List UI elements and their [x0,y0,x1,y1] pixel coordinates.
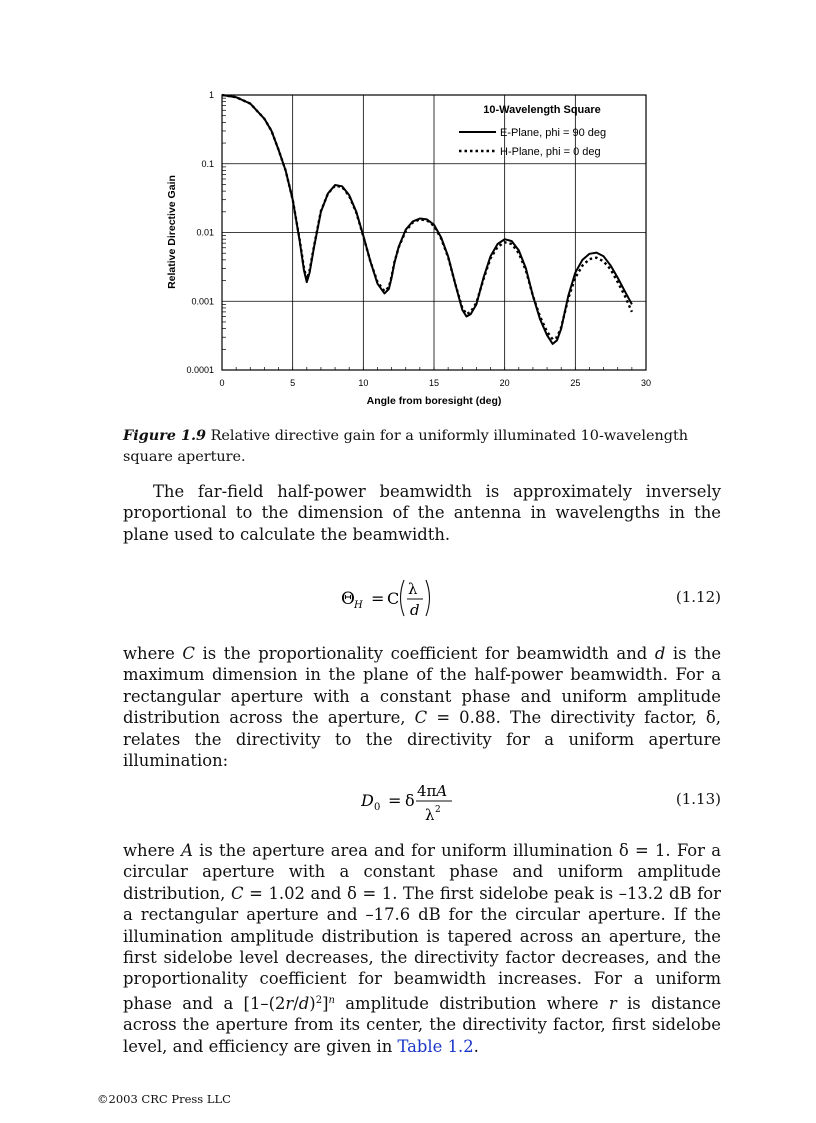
equation-1-12-number: (1.12) [675,588,721,606]
y-tick-label: 0.001 [191,296,214,307]
x-tick-label: 10 [358,378,369,388]
equation-1-12-formula [341,574,481,622]
equation-1-13-number: (1.13) [675,790,721,808]
svg-text:D: D [361,791,374,810]
svg-text:λ: λ [425,806,435,824]
x-tick-labels [219,378,651,388]
svg-text:H: H [354,600,363,611]
svg-text:=: = [371,589,385,608]
svg-text:4πA: 4πA [417,782,448,800]
equation-1-13 [123,776,721,824]
svg-text:Θ: Θ [341,589,355,609]
chart-title: 10-Wavelength Square [483,104,601,116]
paragraph-2: where C is the proportionality coefficient for beamwidth and d is the maximum dimension in the plane of the half-power beamwidth. For a rectangular aperture with a constant phase and uniform amplitude distribution across the aperture, C = 0.88. The directivity factor, δ, relates the directivity to the directivity for a uniform aperture illumination: [123,644,722,771]
x-tick-label: 30 [640,378,652,388]
x-tick-label: 0 [219,378,225,388]
y-tick-label: 1 [208,90,214,100]
svg-text:2: 2 [435,805,441,815]
y-axis-label: Relative Directive Gain [166,175,178,289]
equation-1-13-formula [361,776,501,828]
legend [459,127,606,158]
y-tick-label: 0.0001 [186,365,214,375]
figure-label: Figure 1.9 [123,427,206,444]
directive-gain-chart [150,85,670,415]
x-tick-label: 15 [428,378,440,388]
paragraph-1: The far-field half-power beamwidth is approximately inversely proportional to the dimension of the antenna in wavelengths in the plane used to calculate the beamwidth. [123,482,721,544]
svg-text:C: C [387,589,400,608]
svg-text:λ: λ [408,580,418,598]
svg-text:d: d [410,601,420,619]
copyright-footer: ©2003 CRC Press LLC [97,1092,231,1106]
x-tick-label: 20 [499,378,510,388]
svg-text:0: 0 [374,802,381,813]
legend-label-h-plane: H-Plane, phi = 0 deg [500,146,601,158]
legend-label-e-plane: E-Plane, phi = 90 deg [500,127,607,139]
y-tick-label: 0.01 [196,227,214,238]
svg-text:δ: δ [405,791,415,810]
x-tick-label: 5 [290,378,296,388]
figure-caption [123,425,721,468]
svg-text:=: = [388,791,402,810]
equation-1-12 [123,574,721,622]
x-tick-label: 25 [570,378,581,388]
figure-caption-text: Relative directive gain for a uniformly illuminated 10-wavelength square aperture. [123,428,689,465]
x-axis-label: Angle from boresight (deg) [366,395,502,407]
table-1-2-link[interactable]: Table 1.2 [397,1036,474,1056]
paragraph-3: where A is the aperture area and for uniform illumination δ = 1. For a circular aperture with a constant phase and uniform amplitude distribution, C = 1.02 and δ = 1. The first sidelobe peak is –13.2 dB for a rectangular aperture and –17.6 dB for the circular aperture. If the illumination amplitude distribution is tapered across an aperture, the first sidelobe level decreases, the directivity factor decreases, and the proportionality coefficient for beamwidth increases. For a uniform phase and a $[1-(2r/d)^2]^n$ amplitude distribution where r is distance across the aperture from its center, the directivity factor, first sidelobe level, and efficiency are given in Table 1.2. [123,841,722,1056]
y-tick-label: 0.1 [201,158,214,169]
y-tick-labels [186,90,214,375]
